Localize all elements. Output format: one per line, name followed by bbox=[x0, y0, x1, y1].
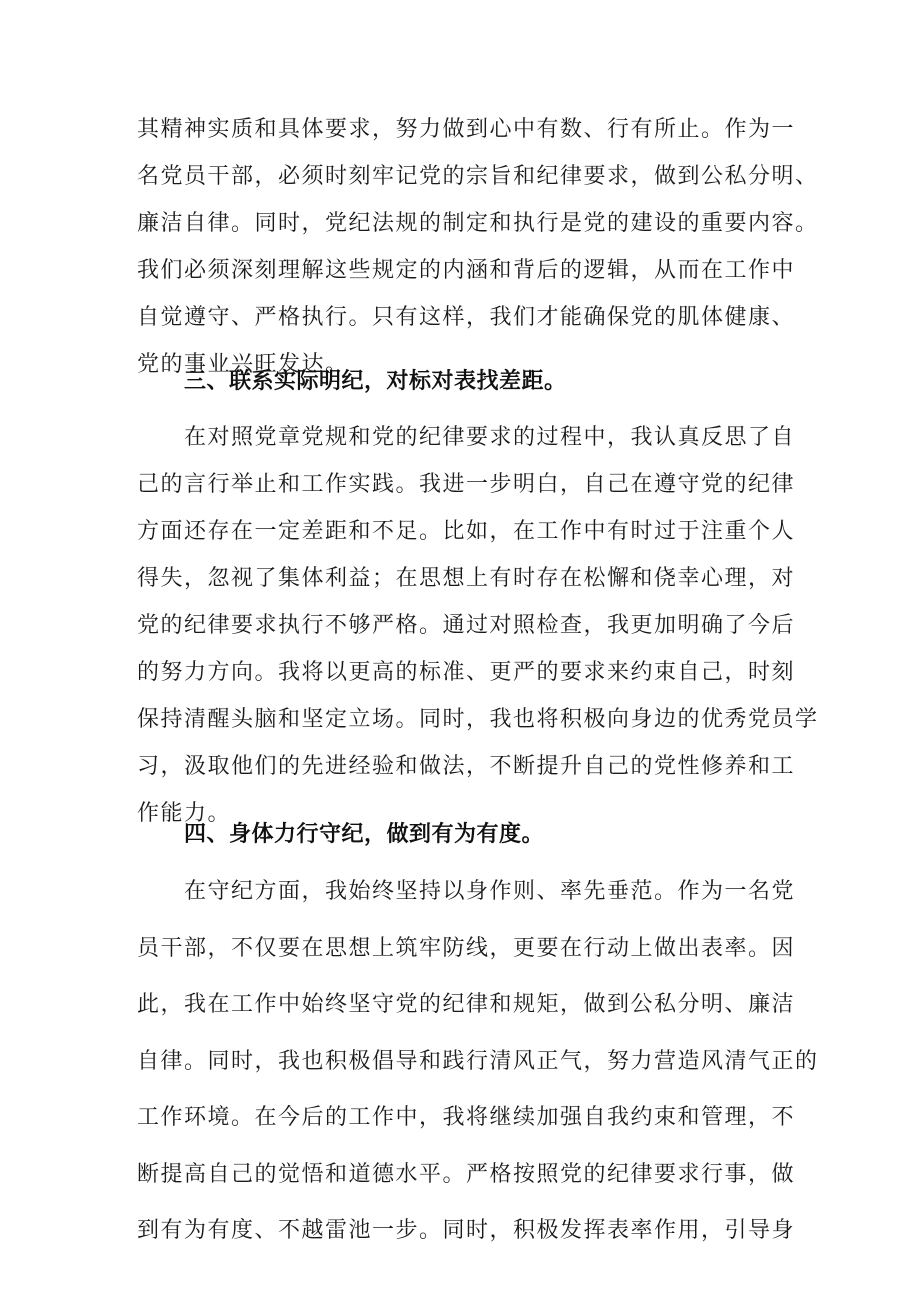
text-line: 工作环境。在今后的工作中，我将继续加强自我约束和管理，不 bbox=[137, 1105, 796, 1130]
text-line: 断提高自己的觉悟和道德水平。严格按照党的纪律要求行事，做 bbox=[137, 1162, 796, 1187]
text-line: 党的事业兴旺发达。 bbox=[137, 352, 349, 377]
text-line: 此，我在工作中始终坚守党的纪律和规矩，做到公私分明、廉洁 bbox=[137, 992, 796, 1017]
text-line: 的努力方向。我将以更高的标准、更严的要求来约束自己，时刻 bbox=[137, 660, 796, 685]
text-line: 方面还存在一定差距和不足。比如，在工作中有时过于注重个人 bbox=[137, 519, 796, 544]
text-line: 其精神实质和具体要求，努力做到心中有数、行有所止。作为一 bbox=[137, 117, 796, 142]
text-line: 己的言行举止和工作实践。我进一步明白，自己在遵守党的纪律 bbox=[137, 472, 796, 497]
text-line: 得失，忽视了集体利益；在思想上有时存在松懈和侥幸心理，对 bbox=[137, 566, 796, 591]
text-line: 习，汲取他们的先进经验和做法，不断提升自己的党性修养和工 bbox=[137, 754, 796, 779]
text-line: 我们必须深刻理解这些规定的内涵和背后的逻辑，从而在工作中 bbox=[137, 258, 796, 283]
text-line: 作能力。 bbox=[137, 801, 232, 826]
text-line: 在守纪方面，我始终坚持以身作则、率先垂范。作为一名党 bbox=[184, 879, 796, 904]
text-line: 自律。同时，我也积极倡导和践行清风正气，努力营造风清气正的 bbox=[137, 1049, 819, 1074]
text-line: 名党员干部，必须时刻牢记党的宗旨和纪律要求，做到公私分明、 bbox=[137, 164, 819, 189]
text-line: 廉洁自律。同时，党纪法规的制定和执行是党的建设的重要内容。 bbox=[137, 211, 819, 236]
section-heading-3: 三、联系实际明纪，对标对表找差距。 bbox=[184, 369, 567, 394]
text-line: 到有为有度、不越雷池一步。同时，积极发挥表率作用，引导身 bbox=[137, 1218, 796, 1243]
text-line: 保持清醒头脑和坚定立场。同时，我也将积极向身边的优秀党员学 bbox=[137, 707, 819, 732]
text-line: 党的纪律要求执行不够严格。通过对照检查，我更加明确了今后 bbox=[137, 613, 796, 638]
text-line: 自觉遵守、严格执行。只有这样，我们才能确保党的肌体健康、 bbox=[137, 305, 796, 330]
section-heading-4: 四、身体力行守纪，做到有为有度。 bbox=[184, 822, 545, 847]
text-line: 员干部，不仅要在思想上筑牢防线，更要在行动上做出表率。因 bbox=[137, 936, 796, 961]
text-line: 在对照党章党规和党的纪律要求的过程中，我认真反思了自 bbox=[184, 425, 796, 450]
